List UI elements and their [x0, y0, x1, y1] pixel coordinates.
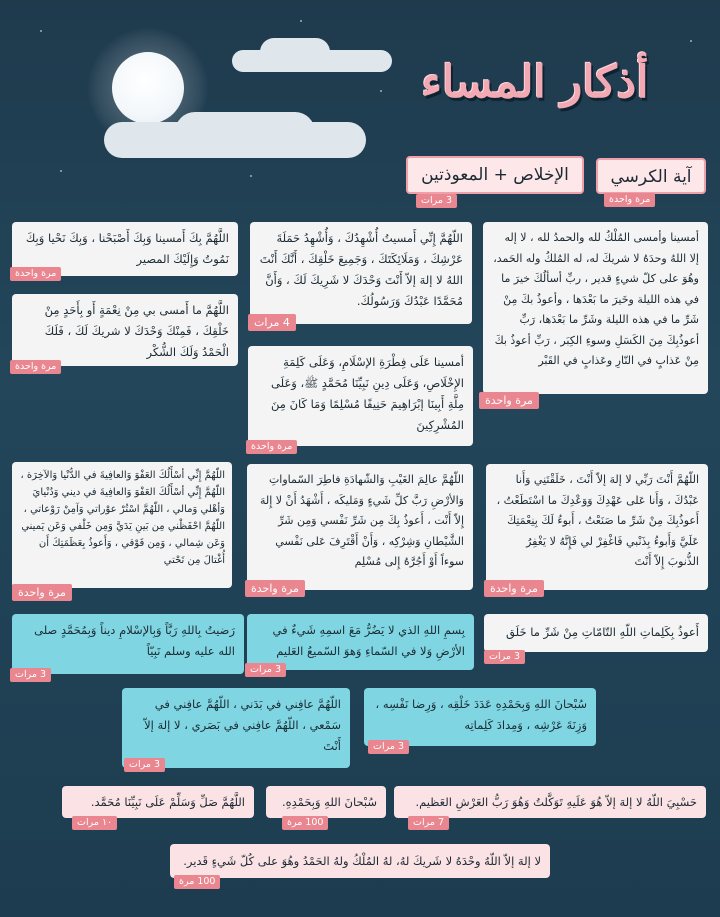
count-badge: 3 مرات	[368, 740, 409, 754]
count-badge: مرة واحدة	[12, 584, 72, 601]
page-title: أذكار المساء	[421, 57, 649, 108]
dhikr-card-afw	[12, 462, 232, 588]
dhikr-text: سُبْحانَ اللهِ وَبِحَمْدِهِ.	[281, 795, 377, 809]
dhikr-text: حَسْبِيَ اللّهُ لا إلهَ إلاّ هُوَ عَلَيهِ تَوَكَّلتُ وَهُوَ رَبُّ العَرْشِ العَظيم.	[415, 795, 697, 809]
dhikr-card-subhan-adad	[364, 688, 596, 746]
dhikr-card-salli	[62, 786, 254, 818]
count-badge: مرة واحدة	[245, 580, 305, 597]
dhikr-card-hasbiya	[394, 786, 706, 818]
dhikr-text: سُبْحانَ اللهِ وَبِحَمْدِهِ عَدَدَ خَلْقِه ، وَرِضا نَفْسِه ، وَزِنَةَ عَرْشِه ، وَمِدادَ كَلِماتِه	[375, 697, 587, 732]
count-badge: مرة واحدة	[479, 392, 539, 409]
dhikr-text: اللّهُمَّ عالِمَ الغَيْبِ وَالشّهادَةِ فاطِرَ السّماواتِ وَالأرْضِ رَبَّ كلِّ شَيءٍ وَمَليكَه ، أَشْهَدُ أَنْ لا إِلهَ إِلاّ أَنْت ، أَعوذُ بِكَ مِن شَرِّ نَفْسي وَمِن شَرِّ الشَّيْطانِ وَشِرْكِه ، وَأَنْ أَقْتَرِفَ عَلى نَفْسي سوءاً أَوْ أَجُرَّهُ إِلى مُسْلِم	[259, 473, 464, 568]
count-badge: مرة واحدة	[10, 267, 61, 281]
moon-icon	[112, 52, 184, 124]
cloud-icon	[260, 38, 330, 66]
header-ikhlas-label: الإخلاص + المعوذتين	[421, 165, 569, 185]
dhikr-card-raditu	[12, 614, 244, 674]
dhikr-text: رَضيتُ بِاللهِ رَبَّاً وَبِالإسْلامِ ديناً وَبِمُحَمَّدٍ صلى الله عليه وسلم نَبِيّاً	[34, 623, 235, 658]
dhikr-card-amsayna	[483, 222, 708, 394]
dhikr-card-bismillah	[247, 614, 474, 670]
dhikr-card-amsaytu	[250, 222, 472, 324]
dhikr-card-nimah	[12, 294, 238, 366]
dhikr-card-fitrah	[248, 346, 473, 446]
star	[380, 90, 382, 92]
count-badge: 3 مرات	[484, 650, 525, 664]
header-ikhlas	[406, 156, 584, 194]
count-badge: مرة واحدة	[484, 580, 544, 597]
dhikr-card-sayyid	[486, 464, 708, 590]
count-badge: ١٠ مرات	[72, 816, 117, 830]
count-badge: 100 مرة	[282, 816, 328, 830]
count-badge: 3 مرات	[416, 194, 457, 208]
dhikr-card-tahlil	[170, 844, 550, 878]
dhikr-text: أَعوذُ بِكَلِماتِ اللّهِ التّامّاتِ مِنْ شَرِّ ما خَلَق	[506, 625, 699, 639]
count-badge: 100 مرة	[174, 875, 220, 889]
dhikr-text: اللّهُمَّ عافِني في بَدَني ، اللّهُمَّ عافِني في سَمْعي ، اللّهُمَّ عافِني في بَصَري ، لا إلهَ إلاّ أَنْتَ	[144, 697, 341, 753]
count-badge: مرة واحدة	[604, 193, 655, 207]
star	[300, 20, 302, 22]
dhikr-text: أمسينا عَلَى فِطْرَةِ الإسْلَامِ، وَعَلَى كَلِمَةِ الإِخْلَاصِ، وَعَلَى دِينِ نَبِيِّنَا مُحَمَّدٍ ﷺ، وَعَلَى مِلَّةِ أَبِينَا إبْرَاهِيمَ حَنِيفًا مُسْلِمًا وَمَا كَانَ مِنَ المُشْرِكِينَ	[271, 355, 464, 432]
dhikr-card-kalimat	[484, 614, 708, 652]
dhikr-text: أمسينا وأمسى المُلْكُ لله والحمدُ لله ، لا إله إلا اللهُ وحدَهُ لا شريكَ له، له المُلكُ وله الحَمد، وهُوَ على كلّ شيءٍ قدير ، ربِّ أسألُكَ خيرَ ما في هذه الليلة وخَيرَ ما بَعْدَها ، وأعوذُ بكَ مِنْ شَرِّ ما في هذه الليلة وشَرِّ ما بَعْدَها، رَبِّ أعوذُبِكَ مِنَ الكَسَلِ وسوءِ الكِبَر ، رَبِّ أعوذُ بكَ مِنْ عَذابٍ في النّارِ وعَذابٍ في القَبْر	[493, 231, 699, 367]
dhikr-text: بِسمِ اللهِ الذي لا يَضُرُّ مَعَ اسمِهِ شَيءٌ في الأرْضِ وَلا في السّماءِ وَهوَ السّميعُ العَليم	[272, 623, 465, 658]
count-badge: 7 مرات	[408, 816, 449, 830]
star	[40, 30, 42, 32]
count-badge: 3 مرات	[245, 663, 286, 677]
dhikr-card-afini	[122, 688, 350, 768]
dhikr-text: اللَّهُمَّ بِكَ أَمسينا وَبِكَ أَصْبَحْنا ، وَبِكَ نَحْيا وَبِكَ نَمُوتُ وَإِلَيْكَ المصير	[25, 231, 229, 266]
count-badge: 3 مرات	[124, 758, 165, 772]
count-badge: 3 مرات	[10, 668, 51, 682]
count-badge: 4 مرات	[248, 314, 296, 331]
header-ayat-kursi	[596, 158, 706, 194]
dhikr-text: اللّهُمَّ إِنِّي أَمسيتُ أُشْهِدُكَ ، وَأُشْهِدُ حَمَلَةَ عَرْشِكَ ، وَمَلَائِكَتَكَ ، وَجَمِيعَ خَلْقِكَ ، أَنَّكَ أَنْتَ اللهُ لا إلهَ إلاّ أَنْتَ وَحْدَكَ لا شَرِيكَ لَكَ ، وَأَنَّ مُحَمَّدًا عَبْدُكَ وَرَسُولُكَ.	[259, 231, 463, 308]
star	[250, 175, 252, 177]
dhikr-text: لا إلهَ إلاّ اللّهُ وحْدَهُ لا شَريكَ لهُ، لهُ المُلْكُ ولهُ الحَمْدُ وهُوَ على كُلّ شَيءٍ قَدير.	[183, 854, 541, 868]
dhikr-text: اللَّهُمَّ ما أَمسى بي مِنْ نِعْمَةٍ أَو بِأَحَدٍ مِنْ خَلْقِكَ ، فَمِنْكَ وَحْدَكَ لا شريكَ لَكَ ، فَلَكَ الْحَمْدُ وَلَكَ الشُّكْر	[44, 303, 229, 359]
star	[690, 40, 692, 42]
dhikr-card-alim	[247, 464, 473, 590]
dhikr-text: اللّهُمَّ أَنْتَ رَبِّي لا إلهَ إلاّ أَنْتَ ، خَلَقْتَنِي وَأَنا عَبْدُكَ ، وَأَنا عَلى عَهْدِكَ وَوَعْدِكَ ما اسْتَطَعْتُ ، أَعوذُبِكَ مِنْ شَرِّ ما صَنَعْتُ ، أَبوءُ لَكَ بِنِعْمَتِكَ عَلَيَّ وَأَبوءُ بِذَنْبي فَاغْفِرْ لي فَإِنَّهُ لا يَغْفِرُ الذُّنوبَ إِلاّ أَنْتَ	[496, 473, 699, 568]
header-ayat-kursi-label: آية الكرسي	[610, 167, 692, 187]
dhikr-card-subhan	[266, 786, 386, 818]
dhikr-text: اللَّهُمَّ صَلِّ وَسَلِّمْ عَلَى نَبِيِّنَا مُحَمَّد.	[90, 795, 245, 809]
star	[60, 170, 62, 172]
count-badge: مرة واحدة	[10, 360, 61, 374]
dhikr-text: اللّهُمَّ إِنِّي أسْأَلُكَ العَفْوَ وَالعافِيةَ في الدُّنْيا وَالآخِرَة ، اللّهُمَّ إِنِّي أسْأَلُكَ العَفْوَ وَالعافِيةَ في ديني وَدُنْيايَ وَأهْلي وَمالي ، اللّهُمَّ اسْتُرْ عوْراتي وَآمِنْ رَوْعاتي ، اللّهُمَّ احْفَظْني مِن بَينِ يَدَيَّ وَمِن خَلْفي وَعَن يَميني وَعَن شِمالي ، وَمِن فَوْقي ، وَأَعوذُ بِعَظَمَتِكَ أَن أُغْتالَ مِن تَحْتي	[20, 470, 225, 566]
cloud-icon	[175, 112, 315, 152]
count-badge: مرة واحدة	[246, 440, 297, 454]
